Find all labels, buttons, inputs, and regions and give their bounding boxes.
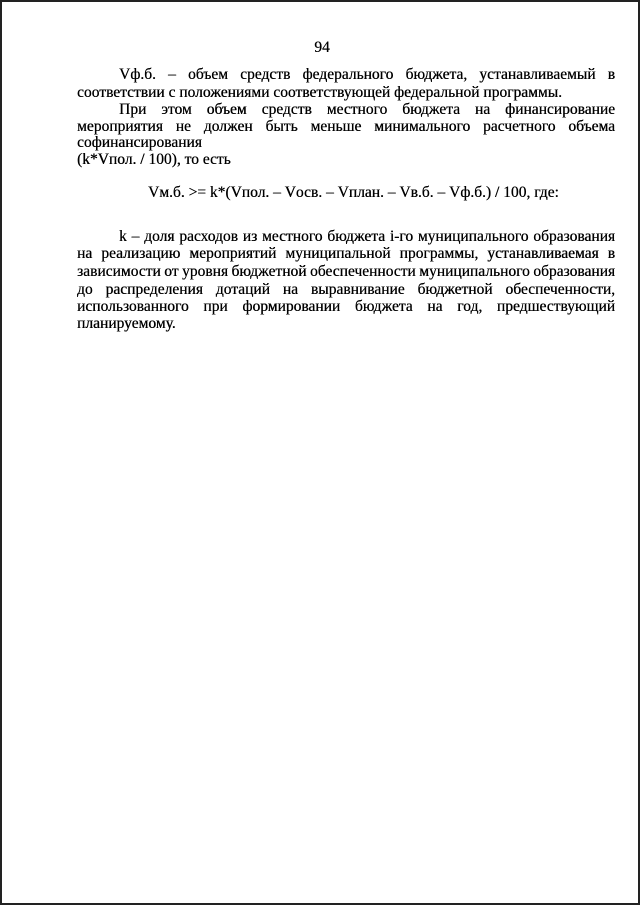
paragraph-line: зависимости от уровня бюджетной обеспеченности муниципального образования: [77, 263, 615, 280]
formula: Vм.б. >= k*(Vпол. – Vосв. – Vплан. – Vв.б. – Vф.б.) / 100, где:: [148, 184, 559, 201]
paragraph-line: софинансирования: [77, 134, 202, 151]
paragraph-line: использованного при формировании бюджета на год, предшествующий: [77, 298, 615, 315]
paragraph-line: Vф.б. – объем средств федерального бюджета, устанавливаемый в: [119, 66, 615, 83]
paragraph-line: мероприятия не должен быть меньше минимального расчетного объема: [77, 118, 615, 135]
paragraph-line: до распределения дотаций на выравнивание бюджетной обеспеченности,: [77, 281, 615, 298]
paragraph-line: (k*Vпол. / 100), то есть: [77, 151, 231, 168]
paragraph-line: на реализацию мероприятий муниципальной программы, устанавливаемая в: [77, 245, 615, 262]
paragraph-line: k – доля расходов из местного бюджета i-го муниципального образования: [119, 228, 615, 245]
paragraph-line: соответствии с положениями соответствующей федеральной программы.: [77, 84, 562, 101]
paragraph-line: При этом объем средств местного бюджета на финансирование: [119, 101, 615, 118]
page-number: 94: [314, 39, 330, 56]
paragraph-line: планируемому.: [77, 315, 176, 332]
